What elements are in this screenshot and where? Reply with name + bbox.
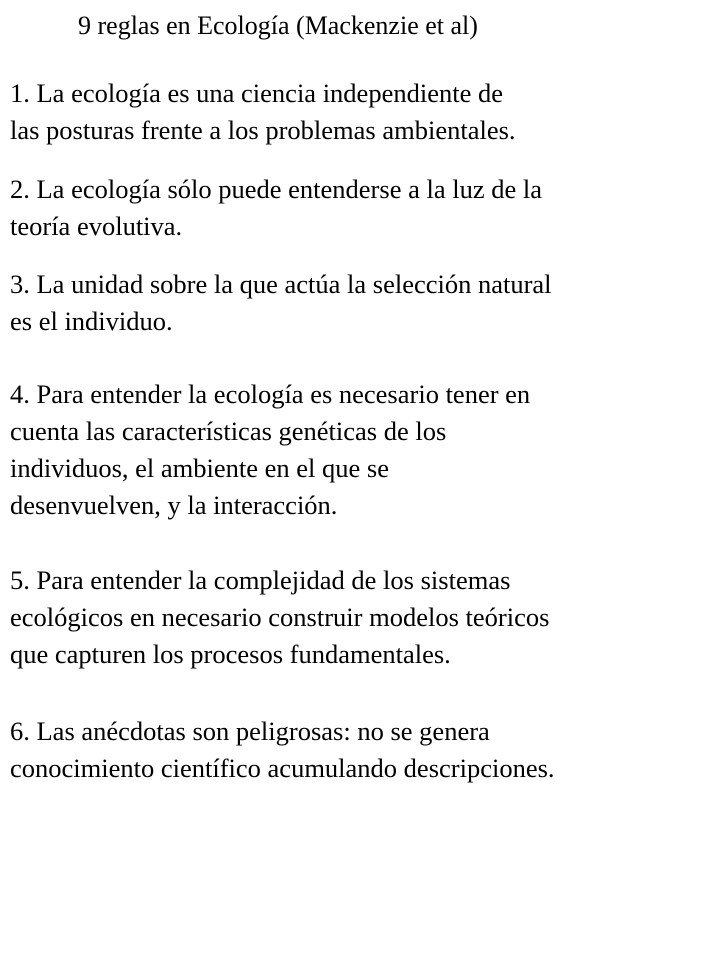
- rule-item-4: [10, 376, 700, 524]
- rule-4-line-2: cuenta las características genéticas de los: [10, 416, 447, 446]
- rule-item-6: [10, 713, 700, 787]
- rule-item-5: [10, 562, 700, 673]
- rule-5-line-3: que capturen los procesos fundamentales.: [10, 639, 451, 669]
- rule-1-line-2: las posturas frente a los problemas ambientales.: [10, 115, 516, 145]
- rule-5-line-1: 5. Para entender la complejidad de los sistemas: [10, 565, 511, 595]
- page-title: 9 reglas en Ecología (Mackenzie et al): [78, 11, 478, 40]
- rule-5-line-2: ecológicos en necesario construir modelos teóricos: [10, 602, 550, 632]
- rule-4-line-4: desenvuelven, y la interacción.: [10, 490, 338, 520]
- rule-4-line-3: individuos, el ambiente en el que se: [10, 453, 389, 483]
- rule-1-line-1: 1. La ecología es una ciencia independiente de: [10, 78, 503, 108]
- rule-3-line-1: 3. La unidad sobre la que actúa la selección natural: [10, 269, 552, 299]
- rule-item-2: [10, 171, 700, 245]
- rule-6-line-2: conocimiento científico acumulando descripciones.: [10, 753, 555, 783]
- rule-2-line-1: 2. La ecología sólo puede entenderse a la luz de la: [10, 174, 542, 204]
- rule-item-1: [10, 75, 700, 149]
- rule-6-line-1: 6. Las anécdotas son peligrosas: no se genera: [10, 716, 490, 746]
- rule-2-line-2: teoría evolutiva.: [10, 211, 183, 241]
- rule-3-line-2: es el individuo.: [10, 306, 173, 336]
- rule-4-line-1: 4. Para entender la ecología es necesario tener en: [10, 379, 531, 409]
- rule-item-3: [10, 266, 700, 340]
